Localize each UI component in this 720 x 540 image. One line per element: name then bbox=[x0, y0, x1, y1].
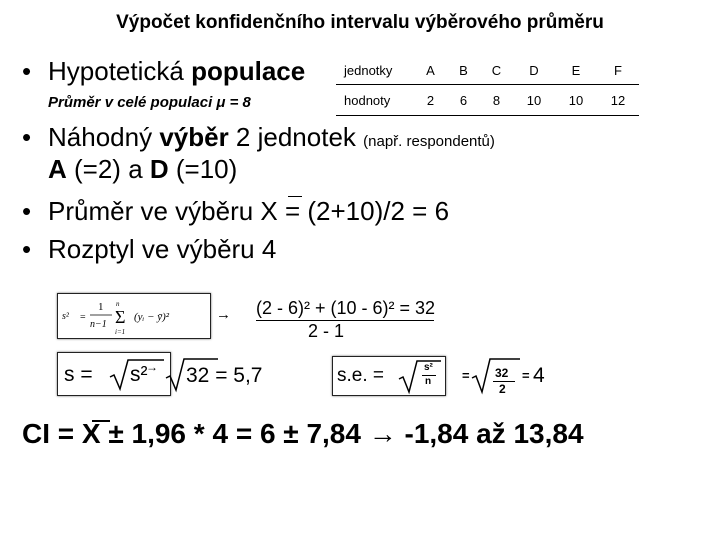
bullet-text: 2 jednotek bbox=[228, 122, 364, 152]
bullet-random-sample-line2 bbox=[48, 154, 237, 185]
population-mean: Průměr v celé populaci μ = 8 bbox=[48, 94, 251, 111]
unit-a: A bbox=[48, 154, 67, 184]
xbar-overline bbox=[288, 196, 302, 197]
table-cell: 12 bbox=[597, 85, 639, 116]
se-result: 4 bbox=[533, 364, 545, 387]
table-row-values bbox=[336, 85, 639, 116]
text: (=10) bbox=[168, 154, 238, 184]
bullet-bold: výběr bbox=[159, 122, 229, 152]
equals-sign: = bbox=[522, 368, 530, 383]
fraction-line bbox=[256, 320, 434, 321]
se-formula-image bbox=[332, 356, 446, 396]
table-cell: C bbox=[480, 56, 513, 85]
sd-label: s = bbox=[64, 363, 93, 386]
se-frac-den-2: 2 bbox=[499, 382, 506, 396]
svg-text:(yᵢ − ȳ)²: (yᵢ − ȳ)² bbox=[134, 311, 170, 323]
table-cell: 8 bbox=[480, 85, 513, 116]
table-cell: 6 bbox=[447, 85, 480, 116]
table-cell: 10 bbox=[555, 85, 597, 116]
svg-text:n−1: n−1 bbox=[90, 319, 107, 330]
variance-calc-denominator: 2 - 1 bbox=[308, 321, 345, 341]
table-cell: A bbox=[414, 56, 447, 85]
table-cell: B bbox=[447, 56, 480, 85]
table-cell: D bbox=[513, 56, 555, 85]
se-frac-num-32: 32 bbox=[495, 366, 509, 380]
bullet-sample-variance bbox=[22, 234, 276, 265]
bullet-sample-mean bbox=[22, 196, 449, 227]
arrow-icon: → bbox=[146, 360, 158, 374]
table-row-units bbox=[336, 56, 639, 85]
confidence-interval: CI = X ± 1,96 * 4 = 6 ± 7,84 → -1,84 až 13,84 bbox=[22, 418, 584, 449]
se-frac-num: s² bbox=[424, 362, 433, 373]
row-label: jednotky bbox=[336, 56, 414, 85]
table-cell: E bbox=[555, 56, 597, 85]
bullet-note: (např. respondentů) bbox=[363, 133, 495, 150]
variance-calc-numerator: (2 - 6)² + (10 - 6)² = 32 bbox=[256, 298, 436, 318]
variance-formula-image bbox=[57, 293, 211, 339]
equals-sign: = bbox=[462, 368, 470, 383]
svg-text:s²: s² bbox=[62, 311, 69, 322]
bullet-hypothetical-population bbox=[22, 56, 305, 87]
se-frac-den: n bbox=[425, 376, 432, 387]
svg-text:Σ: Σ bbox=[115, 307, 126, 327]
table-cell: F bbox=[597, 56, 639, 85]
bullet-dot: • bbox=[22, 122, 32, 152]
bullet-dot: • bbox=[22, 196, 32, 226]
bullet-dot: • bbox=[22, 234, 32, 264]
text: (=2) a bbox=[66, 154, 150, 184]
sd-result: 32 = 5,7 bbox=[186, 364, 263, 387]
bullet-text: Hypotetická bbox=[48, 56, 192, 86]
table-cell: 2 bbox=[414, 85, 447, 116]
bullet-text: Rozptyl ve výběru 4 bbox=[48, 234, 277, 264]
population-table bbox=[336, 56, 639, 116]
bullet-random-sample bbox=[22, 122, 495, 153]
se-label: s.e. = bbox=[337, 365, 384, 386]
bullet-text: Náhodný bbox=[48, 122, 160, 152]
svg-text:1: 1 bbox=[98, 301, 104, 313]
sd-formula-image bbox=[57, 352, 171, 396]
sd-s-squared: s² bbox=[130, 363, 148, 386]
unit-d: D bbox=[149, 154, 169, 184]
xbar-overline bbox=[92, 420, 110, 422]
arrow-icon: → bbox=[216, 306, 231, 323]
variance-formula-svg bbox=[58, 294, 210, 338]
sqrt-icon bbox=[397, 359, 443, 395]
bullet-dot: • bbox=[22, 56, 32, 86]
bullet-bold: populace bbox=[191, 56, 306, 86]
svg-text:n: n bbox=[116, 300, 120, 308]
svg-text:i=1: i=1 bbox=[115, 328, 126, 336]
row-label: hodnoty bbox=[336, 85, 414, 116]
svg-text:=: = bbox=[80, 312, 86, 323]
page-title: Výpočet konfidenčního intervalu výběrového průměru bbox=[116, 12, 604, 33]
table-cell: 10 bbox=[513, 85, 555, 116]
bullet-text: Průměr ve výběru X = (2+10)/2 = 6 bbox=[48, 196, 450, 226]
